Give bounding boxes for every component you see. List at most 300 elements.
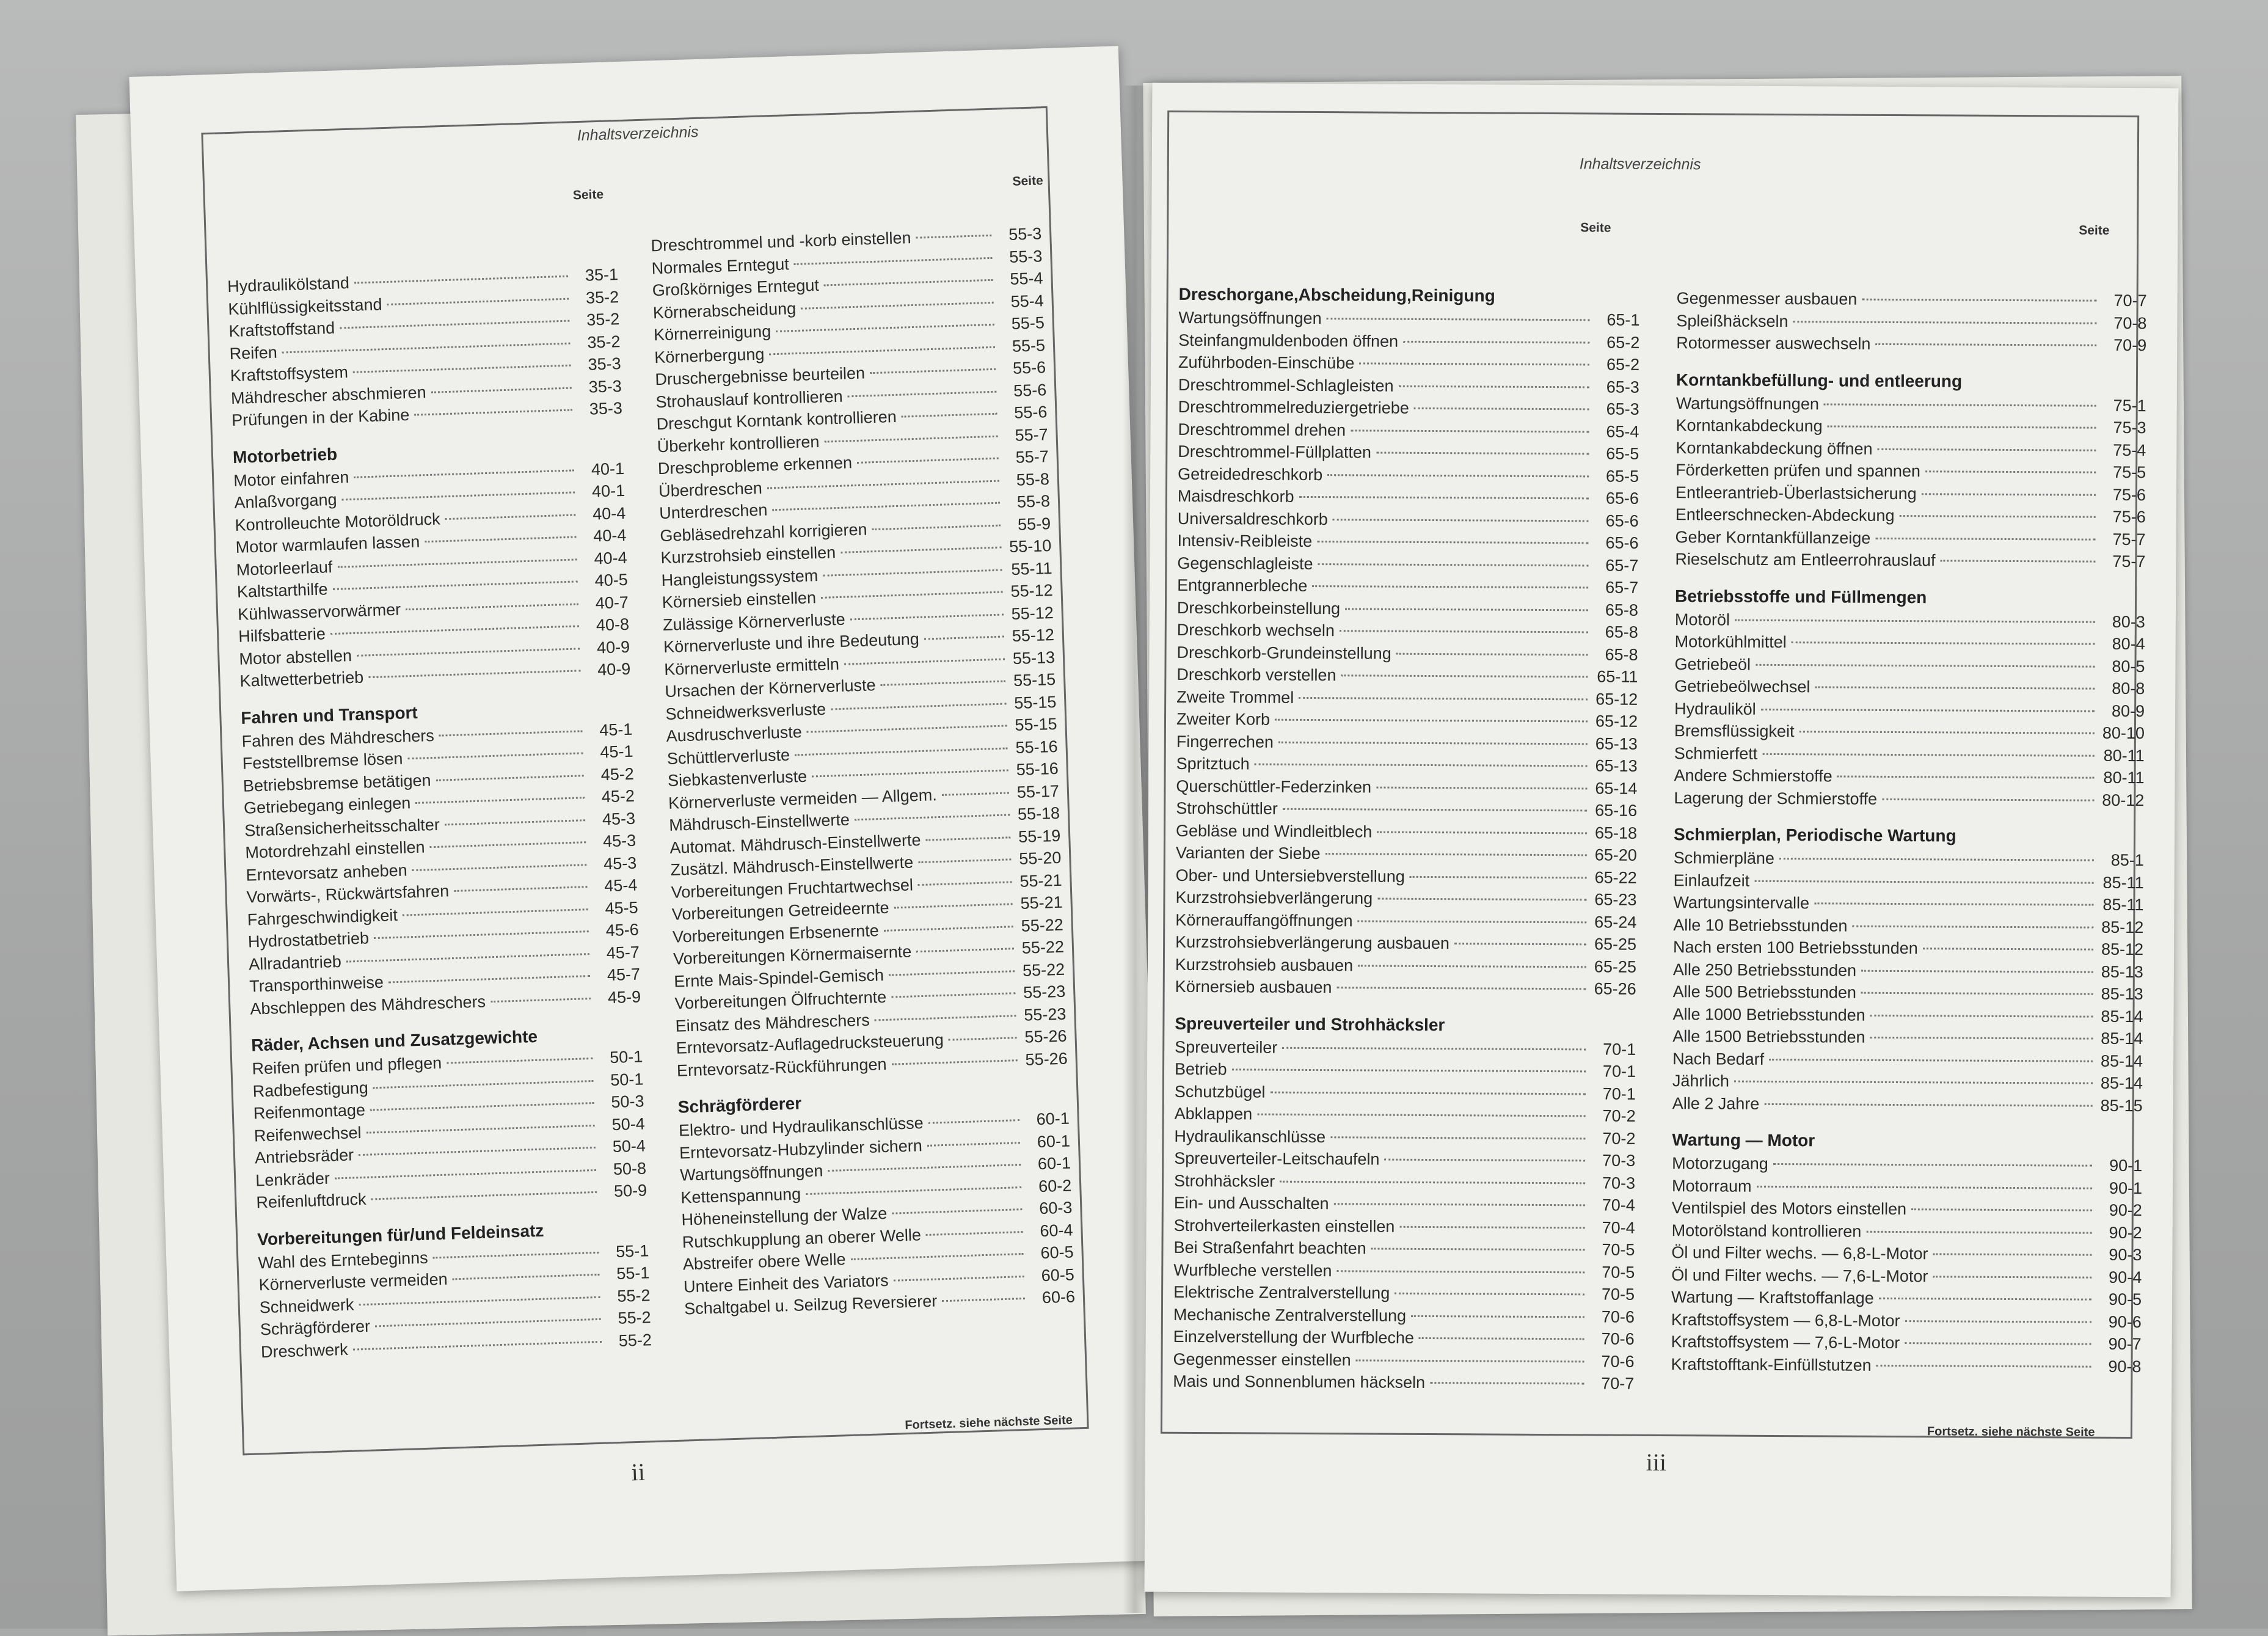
toc-entry [1175,886,1636,911]
toc-entry-page: 55-16 [1016,759,1059,779]
toc-entry-page: 40-9 [596,637,630,657]
toc-entry-title: Allradantrieb [248,952,342,974]
toc-entry-page: 70-1 [1603,1040,1636,1059]
toc-entry-page: 65-8 [1605,645,1638,664]
section-heading: Korntankbefüllung- und entleerung [1675,370,1963,391]
toc-entry-title: Strohschüttler [1176,798,1278,818]
toc-entry-page: 70-6 [1601,1329,1635,1348]
toc-entry-title: Körnersieb ausbauen [1175,977,1332,997]
dot-leader [776,324,994,332]
toc-entry-title: Strohverteilerkasten einstellen [1173,1216,1395,1236]
toc-entry [1175,1035,1636,1060]
toc-entry-title: Rieselschutz am Entleerrohrauslauf [1675,550,1936,570]
toc-entry-title: Körnerverluste und ihre Bedeutung [663,629,920,657]
toc-entry-page: 70-9 [2113,335,2147,355]
dot-leader [445,819,585,825]
toc-entry [1178,507,1639,531]
toc-entry-title: Gegenschlagleiste [1177,553,1313,573]
toc-entry-title: Reifen [229,343,278,363]
dot-leader [335,1169,596,1178]
dot-leader [1333,519,1589,522]
toc-entry-title: Zuführboden-Einschübe [1178,352,1355,373]
toc-entry-title: Betrieb [1174,1059,1227,1079]
toc-entry-title: Reifen prüfen und pflegen [252,1053,442,1078]
toc-entry-page: 90-2 [2109,1200,2142,1220]
dot-leader [1793,321,2097,324]
toc-entry-title: Kaltwetterbetrieb [239,668,364,690]
toc-entry [1175,976,1636,1000]
dot-leader [928,1119,1019,1124]
toc-entry-title: Entgrannerbleche [1177,575,1308,595]
toc-entry-title: Mechanische Zentralverstellung [1173,1305,1407,1325]
toc-entry-page: 65-8 [1605,623,1638,641]
dot-leader [337,558,577,568]
toc-entry-title: Erntevorsatz-Hubzylinder sichern [679,1136,923,1163]
toc-entry-page: 45-4 [603,875,638,896]
dot-leader [1283,808,1587,812]
toc-entry-title: Kraftstoffsystem — 7,6-L-Motor [1671,1332,1900,1353]
dot-leader [916,235,991,239]
toc-entry-title: Vorbereitungen Körnermaisernte [673,942,912,968]
toc-entry-title: Kühlflüssigkeitsstand [227,294,382,318]
toc-entry-title: Bremsflüssigkeit [1674,721,1795,741]
toc-entry-title: Abschleppen des Mähdreschers [249,991,486,1018]
right-page [1145,83,2179,1598]
dot-leader [431,387,572,393]
toc-entry-title: Kurzstrohsieb einstellen [660,543,836,568]
toc-entry-title: Dreschwerk [260,1340,349,1361]
dot-leader [1878,448,2096,451]
toc-entry-page: 80-8 [2112,679,2145,698]
toc-entry-title: Hangleistungssystem [661,566,819,590]
toc-entry-title: Motordrehzahl einstellen [244,838,425,862]
dot-leader [872,524,1001,530]
toc-entry-page: 50-8 [613,1158,647,1178]
toc-entry-title: Höheneinstellung der Walze [681,1204,888,1229]
toc-entry-page: 55-23 [1023,1004,1067,1024]
toc-entry-page: 55-17 [1016,781,1060,802]
toc-entry-page: 55-4 [1010,291,1045,311]
dot-leader [1757,1185,2092,1189]
toc-entry-title: Wartungsintervalle [1673,893,1810,913]
dot-leader [1756,663,2095,667]
dot-leader [490,998,591,1002]
toc-entry-page: 55-1 [615,1241,649,1261]
toc-entry-title: Intensiv-Reibleiste [1177,531,1313,550]
toc-entry-title: Dreschtrommel-Schlagleisten [1178,375,1394,395]
dot-leader [1905,1342,2091,1345]
toc-entry-page: 55-10 [1008,536,1052,557]
dot-leader [942,792,1009,795]
dot-leader [1403,340,1589,343]
toc-entry-title: Betriebsbremse betätigen [242,770,431,795]
toc-entry [1672,1197,2142,1222]
toc-entry-title: Überdreschen [658,478,763,500]
dot-leader [371,1191,597,1200]
dot-leader [767,480,999,489]
dot-leader [1828,425,2096,428]
toc-entry-title: Dreschtrommel-Füllplatten [1178,442,1371,462]
toc-entry-page: 80-11 [2103,768,2145,787]
dot-leader [387,298,569,305]
toc-entry [1672,1152,2142,1177]
toc-entry-page: 65-18 [1594,823,1638,842]
toc-entry-page: 90-8 [2108,1357,2142,1376]
toc-entry-page: 55-6 [1012,358,1046,378]
toc-entry-title: Fahren des Mähdreschers [241,726,435,751]
toc-entry-page: 65-7 [1605,578,1639,597]
section-heading: Vorbereitungen für/und Feldeinsatz [257,1221,544,1249]
toc-entry-page: 55-21 [1019,871,1062,891]
toc-entry-page: 80-11 [2103,746,2145,765]
dot-leader [1792,641,2095,645]
toc-entry-title: Motorraum [1671,1176,1752,1196]
toc-entry-title: Rotormesser auswechseln [1676,334,1871,353]
toc-entry-page: 60-1 [1036,1109,1070,1129]
toc-entry-title: Wahl des Erntebeginns [258,1248,429,1272]
dot-leader [1351,429,1589,433]
toc-entry-title: Gebläse und Windleitblech [1175,821,1373,841]
toc-entry-page: 70-7 [1601,1374,1635,1393]
toc-entry [1178,396,1639,420]
toc-entry [1674,869,2144,894]
toc-entry [1674,720,2145,745]
toc-entry-page: 70-1 [1602,1062,1636,1081]
toc-entry-title: Alle 10 Betriebsstunden [1673,915,1848,935]
dot-leader [1376,786,1587,789]
toc-entry-page: 75-7 [2112,552,2146,571]
toc-entry-page: 35-2 [585,287,619,307]
dot-leader [353,365,571,373]
dot-leader [794,257,993,265]
toc-entry-page: 90-1 [2109,1156,2143,1175]
toc-entry [1174,1214,1635,1238]
toc-entry-title: Bei Straßenfahrt beachten [1173,1238,1366,1258]
toc-entry-title: Maisdreschkorb [1177,486,1294,506]
dot-leader [406,603,578,610]
dot-leader [1359,362,1589,365]
toc-entry-title: Dreschprobleme erkennen [657,453,853,478]
toc-entry-page: 85-13 [2101,962,2143,981]
toc-entry-page: 55-20 [1018,848,1062,868]
toc-entry-page: 85-1 [2110,850,2144,870]
toc-entry-title: Dreschtrommelreduziergetriebe [1178,397,1409,417]
toc-entry [1674,698,2145,723]
toc-entry [1173,1326,1635,1350]
toc-entry-page: 55-21 [1020,893,1063,913]
toc-entry-title: Reifenwechsel [253,1123,362,1145]
toc-entry [1673,981,2143,1006]
toc-entry-title: Vorbereitungen Getreideernte [671,898,889,924]
toc-entry-page: 55-3 [1008,224,1042,244]
toc-entry [1675,630,2145,655]
section-heading: Schrägförderer [677,1094,802,1117]
book-spine-shadow [1123,86,1147,1613]
dot-leader [1356,1359,1584,1362]
dot-leader [1232,1068,1586,1072]
toc-entry-page: 65-5 [1605,467,1639,486]
dot-leader [875,1015,1016,1021]
toc-entry [1174,1169,1635,1194]
toc-entry-page: 85-14 [2100,1051,2143,1070]
dot-leader [1923,948,2093,950]
toc-entry-page: 35-2 [586,332,621,352]
toc-entry-page: 65-6 [1605,533,1639,552]
toc-entry-title: Varianten der Siebe [1175,843,1321,863]
toc-entry-page: 55-13 [1012,648,1056,668]
toc-entry-title: Motoröl [1674,610,1730,629]
toc-entry-title: Getriebeöl [1674,654,1751,674]
dot-leader [1282,1046,1586,1050]
toc-entry [1672,1092,2143,1117]
toc-entry [1674,653,2145,678]
dot-leader [340,320,569,329]
toc-entry-title: Alle 1500 Betriebsstunden [1672,1027,1865,1046]
toc-entry-title: Wartungsöffnungen [679,1161,823,1185]
toc-entry-title: Prüfungen in der Kabine [231,405,410,430]
toc-entry-title: Mais und Sonnenblumen häckseln [1173,1371,1426,1392]
toc-entry-page: 45-7 [607,965,641,985]
dot-leader [1336,1270,1584,1273]
dot-leader [453,1274,600,1280]
dot-leader [1870,1037,2093,1040]
dot-leader [1837,776,2095,779]
toc-entry [1674,787,2144,812]
dot-leader [769,346,995,355]
toc-entry-title: Schneidwerksverluste [665,699,826,723]
toc-entry-page: 65-25 [1594,957,1636,976]
toc-entry-page: 60-6 [1041,1287,1076,1307]
toc-entry-page: 70-3 [1602,1151,1636,1170]
dot-leader [332,580,577,590]
dot-leader [772,502,1000,511]
toc-entry-page: 55-12 [1012,625,1055,646]
dot-leader [1270,1091,1585,1095]
toc-entry-title: Schüttlerverluste [666,745,790,768]
toc-entry-title: Dreschkorb verstellen [1176,665,1336,685]
dot-leader [1411,1315,1584,1317]
dot-leader [850,613,1003,620]
toc-entry [1671,1309,2142,1334]
toc-entry [1676,332,2146,357]
dot-leader [1861,970,2093,973]
dot-leader [1875,537,2095,540]
toc-entry-page: 45-3 [602,809,636,828]
toc-entry-page: 35-3 [588,354,622,374]
dot-leader [918,881,1012,886]
dot-leader [1317,541,1588,544]
toc-entry [1671,1264,2142,1289]
toc-entry-page: 45-2 [601,786,635,806]
toc-entry-page: 85-14 [2101,1029,2143,1048]
dot-leader [857,458,999,464]
dot-leader [892,1208,1022,1214]
toc-entry-title: Alle 1000 Betriebsstunden [1672,1004,1865,1024]
toc-entry-page: 45-5 [605,898,639,918]
toc-entry [1175,908,1636,933]
right-seite-label-2: Seite [2079,223,2110,238]
toc-entry-page: 65-3 [1606,400,1639,418]
toc-entry-page: 35-3 [588,376,622,396]
toc-entry [1674,675,2145,700]
toc-entry [1173,1348,1634,1372]
toc-entry-page: 90-5 [2108,1290,2142,1309]
toc-entry-title: Andere Schmierstoffe [1674,766,1832,786]
toc-entry-page: 50-4 [611,1114,646,1134]
toc-entry-title: Ein- und Ausschalten [1173,1193,1329,1213]
dot-leader [924,636,1004,640]
toc-entry-page: 55-15 [1014,714,1057,735]
dot-leader [447,1057,593,1064]
toc-entry [1178,351,1639,376]
toc-entry-page: 55-2 [618,1330,652,1350]
toc-entry-page: 85-12 [2101,940,2144,959]
dot-leader [1340,630,1588,633]
dot-leader [1925,470,2096,473]
dot-leader [918,858,1011,863]
toc-entry-page: 55-8 [1016,469,1050,489]
toc-entry [1672,1003,2143,1028]
toc-entry [1671,1331,2142,1356]
toc-entry-page: 55-2 [617,1285,651,1306]
dot-leader [454,886,587,892]
toc-entry-title: Vorwärts-, Rückwärtsfahren [246,882,450,907]
toc-entry [1671,1241,2142,1266]
toc-entry-page: 55-6 [1013,380,1047,400]
toc-entry-page: 55-7 [1015,447,1049,467]
toc-entry-title: Universaldreschkorb [1177,509,1328,528]
toc-entry-page: 90-6 [2108,1312,2142,1331]
toc-entry [1673,891,2143,916]
toc-entry-page: 40-8 [596,615,630,635]
toc-entry-page: 65-13 [1595,734,1638,753]
toc-entry [1675,503,2146,528]
toc-entry-title: Ausdruschverluste [666,722,803,745]
dot-leader [354,469,574,478]
dot-leader [1341,674,1588,677]
toc-entry [1176,842,1637,866]
dot-leader [1410,875,1587,878]
toc-entry [1178,329,1639,353]
toc-entry-title: Antriebsräder [254,1145,354,1167]
toc-entry-page: 90-7 [2108,1334,2142,1354]
dot-leader [1280,1180,1585,1184]
dot-leader [1911,1208,2092,1211]
toc-entry [1177,596,1638,621]
toc-entry-title: Schmierfett [1674,743,1758,763]
dot-leader [1824,403,2096,406]
toc-entry-page: 75-6 [2112,485,2146,504]
toc-entry-title: Erntevorsatz-Auflagedrucksteuerung [676,1030,944,1057]
dot-leader [1325,853,1587,856]
dot-leader [1419,1337,1584,1340]
right-seite-label-1: Seite [1580,221,1611,235]
toc-entry [1173,1370,1634,1395]
toc-entry-title: Körnerreinigung [653,322,771,345]
toc-entry-page: 65-3 [1606,378,1639,396]
dot-leader [1275,719,1588,723]
toc-entry-title: Dreschkorb-Grundeinstellung [1176,643,1391,663]
toc-entry [1176,753,1638,777]
right-page-column-2 [1671,287,2146,1378]
section-heading: Räder, Achsen und Zusatzgewichte [250,1026,538,1055]
toc-entry-page: 70-8 [2113,313,2147,332]
toc-entry-title: Kraftstoffsystem — 6,8-L-Motor [1671,1310,1900,1330]
dot-leader [1358,920,1587,923]
dot-leader [374,930,589,939]
toc-entry-page: 55-18 [1017,803,1060,823]
toc-entry [1675,459,2146,484]
toc-entry-title: Öl und Filter wechs. — 7,6-L-Motor [1671,1265,1928,1285]
toc-entry-page: 55-9 [1017,514,1051,534]
toc-entry [1674,847,2144,872]
toc-entry-title: Gegenmesser einstellen [1173,1349,1351,1369]
toc-entry-page: 55-22 [1022,960,1065,980]
toc-entry-page: 85-14 [2100,1073,2143,1093]
dot-leader [1257,1114,1585,1117]
toc-entry [1176,797,1637,822]
dot-leader [445,514,576,520]
toc-entry [1675,526,2146,551]
dot-leader [1371,1248,1585,1251]
toc-entry-page: 55-26 [1024,1026,1067,1046]
toc-entry-page: 75-6 [2112,507,2146,527]
dot-leader [357,648,580,656]
toc-entry-page: 55-22 [1021,937,1065,957]
toc-entry [1672,1219,2142,1244]
toc-entry-title: Wartungsöffnungen [1178,308,1322,328]
toc-entry-page: 65-6 [1605,489,1639,508]
toc-entry [1177,530,1638,554]
dot-leader [436,775,583,781]
dot-leader [433,1251,599,1258]
dot-leader [1905,1320,2091,1323]
dot-leader [1399,385,1589,388]
toc-entry-title: Dreschtrommel drehen [1178,420,1346,439]
toc-entry-title: Getriebeölwechsel [1674,677,1810,696]
toc-entry [1175,931,1636,955]
dot-leader [1384,1159,1585,1162]
toc-entry [1675,548,2145,573]
toc-entry-page: 65-13 [1595,756,1638,775]
toc-entry-page: 70-6 [1601,1351,1635,1371]
toc-entry-page: 70-3 [1602,1174,1636,1192]
toc-entry-title: Spleißhäckseln [1676,311,1789,330]
toc-entry [1176,819,1637,844]
toc-entry-page: 55-5 [1011,313,1045,333]
toc-entry-page: 70-6 [1601,1307,1635,1326]
dot-leader [1376,452,1589,455]
dot-leader [1900,515,2096,518]
dot-leader [831,703,1006,710]
toc-entry [1672,1070,2143,1095]
toc-entry-page: 50-9 [613,1181,647,1201]
toc-entry-page: 65-14 [1595,778,1638,798]
toc-entry [1177,619,1638,643]
dot-leader [1735,619,2095,623]
toc-entry-title: Kettenspannung [680,1184,801,1207]
toc-entry [1176,730,1638,754]
toc-entry-title: Straßensicherheitsschalter [244,815,440,840]
toc-entry-title: Getreidedreschkorb [1178,464,1323,484]
toc-entry-title: Kraftstoffstand [228,318,335,341]
dot-leader [1454,943,1586,945]
toc-entry-page: 65-24 [1594,912,1637,932]
dot-leader [1769,1058,2093,1062]
toc-entry-page: 65-23 [1594,890,1637,909]
toc-entry-page: 75-1 [2113,396,2146,415]
dot-leader [949,1037,1017,1041]
